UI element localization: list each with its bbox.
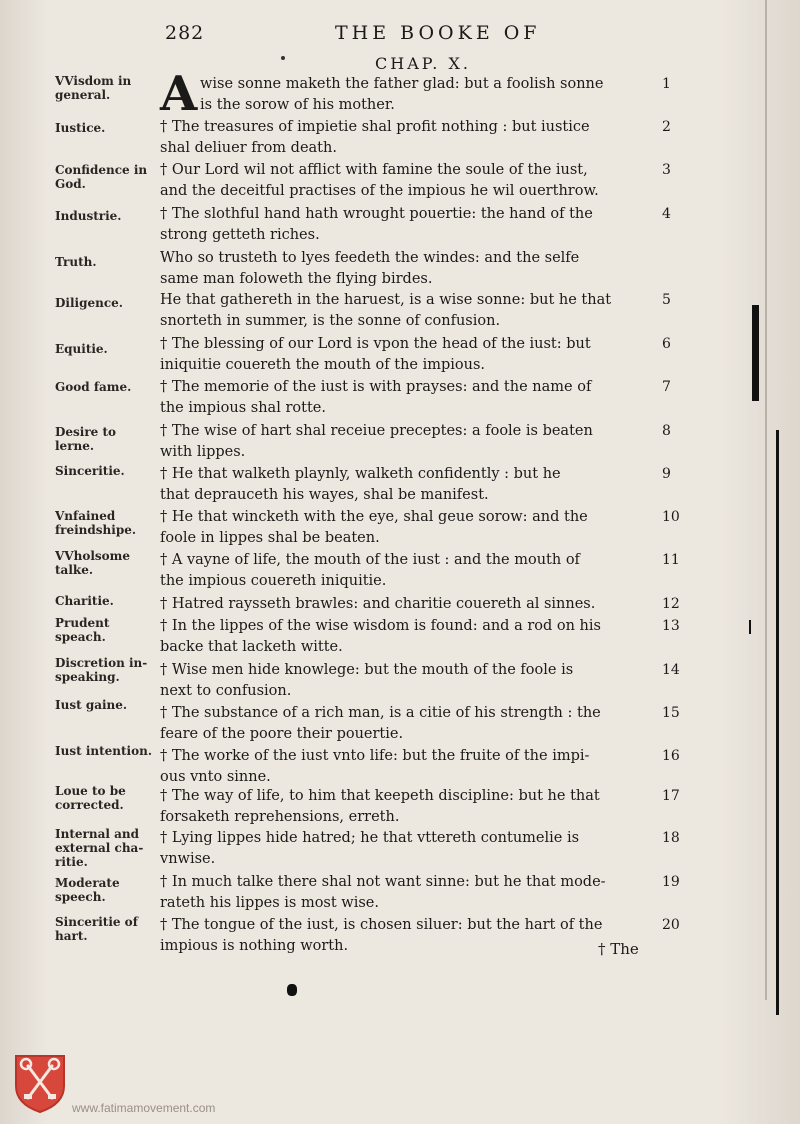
verse-number: 12 xyxy=(662,596,680,612)
verse-number: 16 xyxy=(662,748,680,764)
verse-number: 19 xyxy=(662,874,680,890)
sidenote: Iust intention. xyxy=(55,744,153,758)
sidenote: Loue to be corrected. xyxy=(55,784,126,812)
verse-text: † The way of life, to him that keepeth discipline: but he that forsaketh reprehensions, erreth. xyxy=(160,788,600,825)
page-number: 282 xyxy=(165,22,205,44)
verse-number: 2 xyxy=(662,119,671,135)
sidenote: Sinceritie of hart. xyxy=(55,915,138,943)
verse-number: 10 xyxy=(662,509,680,525)
verse-text: wise sonne maketh the father glad: but a foolish sonne is the sorow of his mother. xyxy=(200,76,604,113)
verse-number: 15 xyxy=(662,705,680,721)
verse-text: † The blessing of our Lord is vpon the head of the iust: but iniquitie couereth the mouth of the impious. xyxy=(160,336,591,373)
sidenote: Diligence. xyxy=(55,296,123,310)
verse-text: † Hatred raysseth brawles: and charitie couereth al sinnes. xyxy=(160,596,596,612)
verse-text: † The wise of hart shal receiue preceptes: a foole is beaten with lippes. xyxy=(160,423,593,460)
verse-number: 17 xyxy=(662,788,680,804)
sidenote: Prudent speach. xyxy=(55,616,110,644)
verse-text: † Lying lippes hide hatred; he that vttereth contumelie is vnwise. xyxy=(160,830,580,867)
verse-text: † The treasures of impietie shal profit nothing : but iustice shal deliuer from death. xyxy=(160,119,590,156)
sidenote: Sinceritie. xyxy=(55,464,125,478)
sidenote: Industrie. xyxy=(55,209,122,223)
verse-text: † Wise men hide knowlege: but the mouth of the foole is next to confusion. xyxy=(160,662,574,699)
verse-text: † The worke of the iust vnto life: but the fruite of the impi- ous vnto sinne. xyxy=(160,748,590,785)
sidenote: Vnfained freindshipe. xyxy=(55,509,137,537)
sidenote: VVholsome talke. xyxy=(55,549,130,577)
verse-text: † The substance of a rich man, is a citie of his strength : the feare of the poore their pouertie. xyxy=(160,705,601,742)
verse-text: † A vayne of life, the mouth of the iust : and the mouth of the impious couereth iniquitie. xyxy=(160,552,580,589)
catchword: † The xyxy=(598,940,639,958)
verse-number: 1 xyxy=(662,76,671,92)
sidenote: Iustice. xyxy=(55,121,106,135)
verse-text: † In the lippes of the wise wisdom is found: and a rod on his backe that lacketh witte. xyxy=(160,618,601,655)
sidenote: Discretion in- speaking. xyxy=(55,656,148,684)
sidenote: Truth. xyxy=(55,255,97,269)
ink-blot xyxy=(287,984,297,996)
verse-number: 13 xyxy=(662,618,680,634)
verse-number: 11 xyxy=(662,552,680,568)
sidenote: Moderate speech. xyxy=(55,876,120,904)
sidenote: Equitie. xyxy=(55,342,108,356)
sidenote: VVisdom in general. xyxy=(55,74,132,102)
sidenote: Charitie. xyxy=(55,594,114,608)
verse-number: 5 xyxy=(662,292,671,308)
chapter-heading: CHAP. X. xyxy=(375,54,471,73)
verse-number: 9 xyxy=(662,466,671,482)
verse-number: 18 xyxy=(662,830,680,846)
sidenote: Desire to lerne. xyxy=(55,425,117,453)
verse-number: 6 xyxy=(662,336,671,352)
papal-keys-shield-icon xyxy=(12,1052,68,1114)
margin-bar-mark xyxy=(752,305,759,401)
ornament-dot xyxy=(281,56,285,60)
verse-text: Who so trusteth to lyes feedeth the windes: and the selfe same man foloweth the flying birdes. xyxy=(160,250,580,287)
verse-text: † Our Lord wil not afflict with famine the soule of the iust, and the deceitful practises of the impious he wil ouerthrow. xyxy=(160,162,599,199)
verse-text: He that gathereth in the haruest, is a wise sonne: but he that snorteth in summer, is the sonne of confusion. xyxy=(160,292,612,329)
verse-text: † In much talke there shal not want sinne: but he that mode- rateth his lippes is most wise. xyxy=(160,874,606,911)
verse-text: † He that wincketh with the eye, shal geue sorow: and the foole in lippes shal be beaten. xyxy=(160,509,588,546)
sidenote: Confidence in God. xyxy=(55,163,148,191)
verse-number: 14 xyxy=(662,662,680,678)
sidenote: Internal and external cha- ritie. xyxy=(55,827,144,869)
verse-number: 3 xyxy=(662,162,671,178)
verse-text: † He that walketh playnly, walketh confidently : but he that deprauceth his wayes, shal be manifest. xyxy=(160,466,561,503)
verse-number: 4 xyxy=(662,206,671,222)
verse-text: † The tongue of the iust, is chosen siluer: but the hart of the impious is nothing worth. xyxy=(160,917,603,954)
verse-number: 20 xyxy=(662,917,680,933)
running-title: THE BOOKE OF xyxy=(335,22,541,44)
verse-text: † The slothful hand hath wrought pouertie: the hand of the strong getteth riches. xyxy=(160,206,593,243)
sidenote: Iust gaine. xyxy=(55,698,128,712)
margin-small-mark xyxy=(749,620,751,634)
verse-number: 7 xyxy=(662,379,671,395)
margin-long-line xyxy=(776,430,779,1015)
sidenote: Good fame. xyxy=(55,380,132,394)
drop-cap: A xyxy=(160,66,198,122)
verse-text: † The memorie of the iust is with prayses: and the name of the impious shal rotte. xyxy=(160,379,592,416)
verse-number: 8 xyxy=(662,423,671,439)
footer-url[interactable]: www.fatimamovement.com xyxy=(72,1101,216,1115)
page-edge-shadow xyxy=(765,0,767,1000)
